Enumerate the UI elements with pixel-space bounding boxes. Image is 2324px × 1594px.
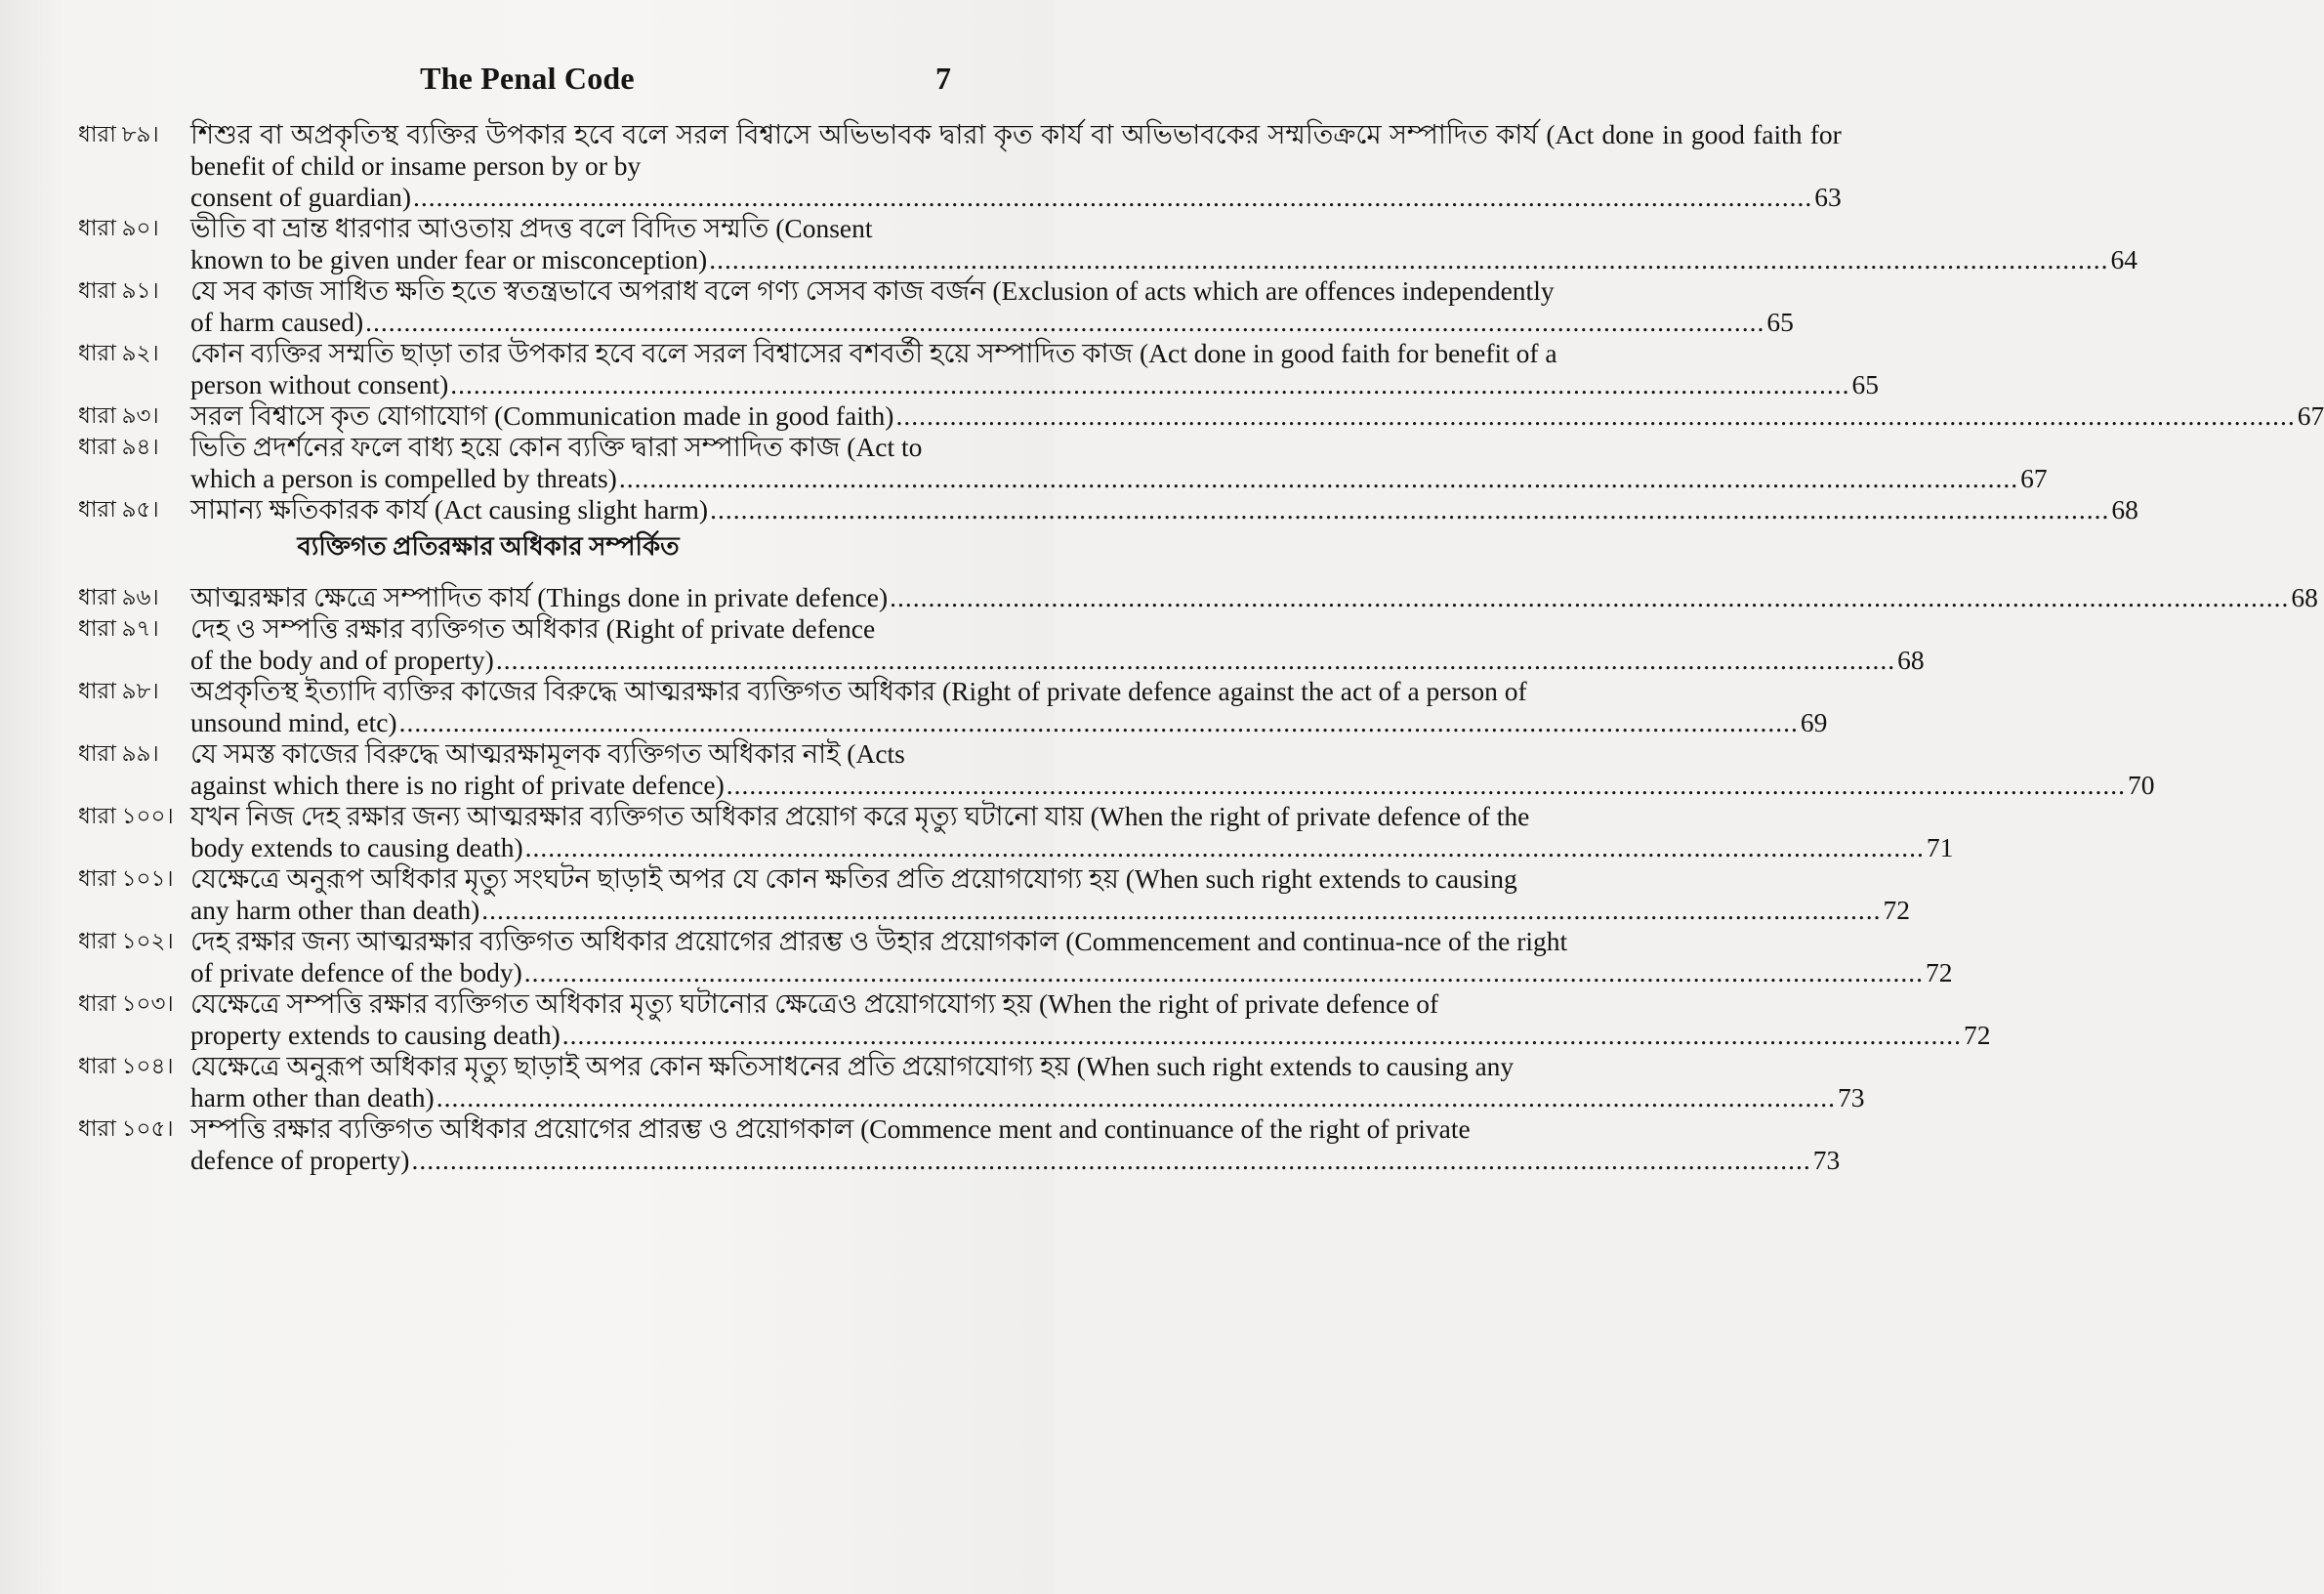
toc-entry <box>78 1113 1841 1176</box>
entry-text: যেক্ষেত্রে অনুরূপ অধিকার মৃত্যু সংঘটন ছাড়াই অপর যে কোন ক্ষতির প্রতি প্রয়োগযোগ্য হয় (When such right extends to causing <box>190 863 1517 894</box>
entry-last-line <box>190 895 1910 926</box>
toc-entry <box>78 863 1911 926</box>
entry-last-text: unsound mind, etc) <box>190 707 397 737</box>
entry-page-number: 67 <box>2020 463 2048 493</box>
entry-text-block <box>190 1113 1840 1176</box>
entry-last-line <box>190 244 2137 275</box>
leader-dots <box>450 369 1849 400</box>
entry-text-block <box>190 676 1827 738</box>
leader-dots <box>411 1145 1810 1176</box>
entry-text: দেহ রক্ষার জন্য আত্মরক্ষার ব্যক্তিগত অধিকার প্রয়োগের প্রারম্ভ ও উহার প্রয়োগকাল (Commencement and continua-nce of the right <box>190 926 1568 956</box>
section-heading: ব্যক্তিগত প্রতিরক্ষার অধিকার সম্পর্কিত <box>297 532 680 561</box>
entry-text-block <box>190 988 1991 1051</box>
entry-text: ভিতি প্রদর্শনের ফলে বাধ্য হয়ে কোন ব্যক্তি দ্বারা সম্পাদিত কাজ (Act to <box>190 432 923 462</box>
entry-last-text: body extends to causing death) <box>190 832 523 862</box>
toc-entry <box>78 613 1925 676</box>
entry-last-line <box>190 1020 1991 1051</box>
section-number: ধারা ৯৯। <box>78 741 159 766</box>
entry-last-text: of the body and of property) <box>190 645 494 675</box>
leader-dots <box>562 1020 1962 1051</box>
entry-page-number: 67 <box>2297 400 2324 431</box>
entry-text: যখন নিজ দেহ রক্ষার জন্য আত্মরক্ষার ব্যক্তিগত অধিকার প্রয়োগ করে মৃত্যু ঘটানো যায় (When the right of private defence of the <box>190 801 1530 831</box>
section-number: ধারা ৯০। <box>78 216 159 240</box>
section-number: ধারা ৯৬। <box>78 585 159 609</box>
leader-dots <box>890 582 2289 613</box>
entry-last-text: সামান্য ক্ষতিকারক কার্য (Act causing slight harm) <box>190 494 709 524</box>
entry-last-line <box>190 582 2318 613</box>
entry-text-block <box>190 801 1953 863</box>
toc-entry <box>78 213 2137 275</box>
entry-text-block <box>190 1051 1864 1113</box>
entry-last-line <box>190 400 2324 432</box>
entry-text: শিশুর বা অপ্রকৃতিস্থ ব্যক্তির উপকার হবে বলে সরল বিশ্বাসে অভিভাবক দ্বারা কৃত কার্য বা অভিভাবকের সম্মতিক্রমে সম্পাদিত কার্য (Act done in good faith for benefit of child or insame person by or by <box>190 119 1842 181</box>
entry-text: যেক্ষেত্রে অনুরূপ অধিকার মৃত্যু ছাড়াই অপর কোন ক্ষতিসাধনের প্রতি প্রয়োগযোগ্য হয় (When such right extends to causing any <box>190 1051 1515 1081</box>
entry-last-text: harm other than death) <box>190 1082 435 1112</box>
toc-entry <box>78 926 1953 988</box>
entry-page-number: 63 <box>1814 182 1842 212</box>
entry-last-text: against which there is no right of private defence) <box>190 770 725 800</box>
entry-last-line <box>190 307 1794 338</box>
entry-last-text: person without consent) <box>190 369 449 399</box>
entry-text-block <box>190 863 1910 926</box>
entry-text-block <box>190 119 1842 213</box>
entry-page-number: 69 <box>1800 707 1828 737</box>
section-number: ধারা ৯৪। <box>78 435 159 459</box>
entry-last-text: any harm other than death) <box>190 895 480 925</box>
section-number: ধারা ৯৩। <box>78 403 159 428</box>
entry-page-number: 70 <box>2128 770 2155 800</box>
section-number: ধারা ৯৮। <box>78 679 159 703</box>
entry-last-text: of harm caused) <box>190 307 364 337</box>
entry-last-text: আত্মরক্ষার ক্ষেত্রে সম্পাদিত কার্য (Things done in private defence) <box>190 582 889 612</box>
leader-dots <box>709 244 2108 275</box>
section-number: ধারা ১০৩। <box>78 991 174 1016</box>
section-number: ধারা ৯১। <box>78 278 159 303</box>
entry-text-block <box>190 738 2155 801</box>
entry-text-block <box>190 582 2318 613</box>
entry-page-number: 68 <box>2111 494 2138 524</box>
entry-last-line <box>190 369 1879 400</box>
leader-dots <box>436 1082 1836 1113</box>
toc-entry <box>78 432 2048 494</box>
toc-entry <box>78 400 2324 432</box>
entry-text: অপ্রকৃতিস্থ ইত্যাদি ব্যক্তির কাজের বিরুদ্ধে আত্মরক্ষার ব্যক্তিগত অধিকার (Right of private defence against the act of a person of <box>190 676 1527 706</box>
entry-text-block <box>190 613 1925 676</box>
toc-entry <box>78 582 2318 613</box>
section-number: ধারা ৮৯। <box>78 122 159 147</box>
toc-entry <box>78 1051 1865 1113</box>
toc-entry <box>78 988 1991 1051</box>
leader-dots <box>895 400 2295 432</box>
leader-dots <box>365 307 1764 338</box>
entry-last-line <box>190 1082 1864 1113</box>
entry-page-number: 73 <box>1812 1145 1841 1175</box>
entry-last-line <box>190 645 1925 676</box>
entry-last-line <box>190 770 2155 801</box>
toc-group-private-defence <box>78 582 2318 1176</box>
entry-page-number: 65 <box>1851 369 1880 399</box>
entry-text-block <box>190 400 2324 432</box>
table-of-contents <box>78 119 2324 1176</box>
page-title: The Penal Code <box>420 61 635 96</box>
entry-text-block <box>190 432 2048 494</box>
entry-page-number: 71 <box>1926 832 1954 862</box>
entry-last-text: of private defence of the body) <box>190 957 522 987</box>
page-number: 7 <box>935 61 951 96</box>
entry-last-line <box>190 1145 1840 1176</box>
section-number: ধারা ১০০। <box>78 804 174 828</box>
entry-text: ভীতি বা ভ্রান্ত ধারণার আওতায় প্রদত্ত বলে বিদিত সম্মতি (Consent <box>190 213 873 243</box>
entry-text: যে সব কাজ সাধিত ক্ষতি হতে স্বতন্ত্রভাবে অপরাধ বলে গণ্য সেসব কাজ বর্জন (Exclusion of acts which are offences independently <box>190 275 1555 306</box>
toc-entry <box>78 676 1828 738</box>
toc-entry <box>78 119 1842 213</box>
entry-last-line <box>190 182 1842 213</box>
entry-text-block <box>190 275 1794 338</box>
entry-last-text: সরল বিশ্বাসে কৃত যোগাযোগ (Communication made in good faith) <box>190 400 894 431</box>
leader-dots <box>524 957 1924 988</box>
section-number: ধারা ১০১। <box>78 866 174 891</box>
entry-page-number: 65 <box>1766 307 1794 337</box>
leader-dots <box>726 770 2126 801</box>
entry-text: যে সমস্ত কাজের বিরুদ্ধে আত্মরক্ষামূলক ব্যক্তিগত অধিকার নাই (Acts <box>190 738 905 769</box>
toc-entry <box>78 738 2155 801</box>
entry-last-text: defence of property) <box>190 1145 410 1175</box>
entry-last-text: known to be given under fear or misconception) <box>190 244 708 274</box>
entry-page-number: 73 <box>1837 1082 1865 1112</box>
leader-dots <box>481 895 1881 926</box>
entry-last-line <box>190 494 2138 525</box>
section-number: ধারা ১০৪। <box>78 1054 174 1078</box>
section-number: ধারা ৯২। <box>78 341 159 365</box>
toc-entry <box>78 338 1880 400</box>
toc-entry <box>78 801 1954 863</box>
entry-text-block <box>190 494 2138 525</box>
section-number: ধারা ১০২। <box>78 929 174 953</box>
leader-dots <box>496 645 1895 676</box>
toc-entry <box>78 494 2138 525</box>
entry-last-text: which a person is compelled by threats) <box>190 463 617 493</box>
entry-text: সম্পত্তি রক্ষার ব্যক্তিগত অধিকার প্রয়োগের প্রারম্ভ ও প্রয়োগকাল (Commence ment and continuance of the right of private <box>190 1113 1471 1144</box>
leader-dots <box>399 707 1799 738</box>
entry-page-number: 68 <box>1897 645 1925 675</box>
entry-last-line <box>190 832 1953 863</box>
entry-last-text: property extends to causing death) <box>190 1020 560 1050</box>
leader-dots <box>619 463 2018 494</box>
section-number: ধারা ৯৭। <box>78 616 159 641</box>
entry-last-line <box>190 463 2048 494</box>
entry-last-text: consent of guardian) <box>190 182 412 212</box>
entry-text: দেহ ও সম্পত্তি রক্ষার ব্যক্তিগত অধিকার (Right of private defence <box>190 613 876 644</box>
section-number: ধারা ৯৫। <box>78 497 159 522</box>
entry-page-number: 68 <box>2291 582 2318 612</box>
entry-last-line <box>190 707 1827 738</box>
section-number: ধারা ১০৫। <box>78 1116 174 1141</box>
entry-text-block <box>190 338 1879 400</box>
leader-dots <box>710 494 2109 525</box>
entry-text: কোন ব্যক্তির সম্মতি ছাড়া তার উপকার হবে বলে সরল বিশ্বাসের বশবর্তী হয়ে সম্পাদিত কাজ (Act done in good faith for benefit of a <box>190 338 1557 368</box>
entry-text-block <box>190 213 2137 275</box>
leader-dots <box>525 832 1925 863</box>
leader-dots <box>413 182 1812 213</box>
entry-text: যেক্ষেত্রে সম্পত্তি রক্ষার ব্যক্তিগত অধিকার মৃত্যু ঘটানোর ক্ষেত্রেও প্রয়োগযোগ্য হয় (When the right of private defence of <box>190 988 1439 1019</box>
entry-page-number: 72 <box>1883 895 1911 925</box>
toc-entry <box>78 275 1794 338</box>
entry-page-number: 64 <box>2110 244 2137 274</box>
toc-group-general-exceptions <box>78 119 2324 525</box>
entry-page-number: 72 <box>1964 1020 1991 1050</box>
entry-text-block <box>190 926 1953 988</box>
entry-last-line <box>190 957 1953 988</box>
entry-page-number: 72 <box>1926 957 1953 987</box>
